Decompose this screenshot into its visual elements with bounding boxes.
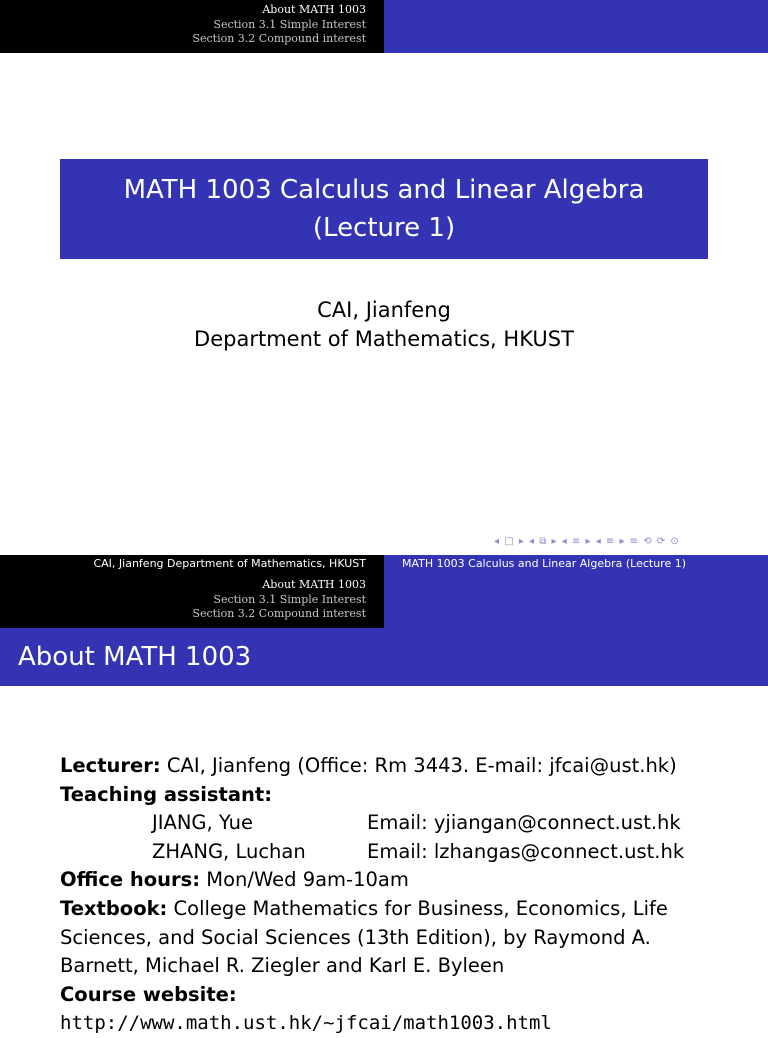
author-name: CAI, Jianfeng [317, 298, 451, 322]
website-row [60, 981, 720, 1010]
author-institute: Department of Mathematics, HKUST [194, 327, 574, 351]
nav-section-compound-interest[interactable]: Section 3.2 Compound interest [192, 32, 366, 45]
office-hours-label: Office hours: [60, 868, 201, 892]
ta-row [60, 809, 720, 838]
headline-bar [384, 0, 768, 53]
title-block [60, 159, 708, 259]
headline-nav-2 [0, 575, 384, 628]
frame-title: About MATH 1003 [0, 628, 768, 686]
ta-email: Email: yjiangan@connect.ust.hk [367, 811, 681, 835]
ta-label: Teaching assistant: [60, 782, 272, 806]
ta-row [60, 838, 720, 867]
ta-label-row [60, 781, 720, 810]
textbook-row [60, 895, 720, 924]
title-line-1: MATH 1003 Calculus and Linear Algebra [123, 175, 645, 205]
textbook-line-3: Barnett, Michael R. Ziegler and Karl E. Byleen [60, 954, 505, 978]
beamer-nav-icons[interactable]: ◂ □ ▸ ◂ ⧉ ▸ ◂ ≡ ▸ ◂ ≡ ▸ ≡ ⟲ ⟳ ⊙ [494, 536, 680, 547]
website-label: Course website: [60, 982, 237, 1006]
nav-section-simple-interest-2[interactable]: Section 3.1 Simple Interest [213, 592, 366, 606]
title-line-2: (Lecture 1) [312, 213, 456, 243]
nav-section-compound-interest-2[interactable]: Section 3.2 Compound interest [192, 607, 366, 620]
ta-name: ZHANG, Luchan [152, 839, 306, 863]
textbook-line-2: Sciences, and Social Sciences (13th Edition), by Raymond A. [60, 925, 651, 949]
office-hours-value: Mon/Wed 9am-10am [200, 868, 409, 892]
ta-email: Email: lzhangas@connect.ust.hk [367, 839, 685, 863]
office-hours-row [60, 866, 720, 895]
ta-name: JIANG, Yue [152, 811, 253, 835]
lecturer-value: CAI, Jianfeng (Office: Rm 3443. E-mail: jfcai@ust.hk) [160, 754, 677, 777]
lecturer-row [60, 752, 720, 781]
website-link[interactable]: http://www.math.ust.hk/~jfcai/math1003.html [60, 1012, 552, 1035]
nav-section-about[interactable]: About MATH 1003 [262, 3, 366, 16]
headline-nav [0, 0, 384, 53]
textbook-line-1: College Mathematics for Business, Economics, Life [167, 896, 668, 920]
textbook-label: Textbook: [60, 896, 168, 920]
footline-author: CAI, Jianfeng Department of Mathematics, HKUST [0, 555, 384, 575]
frame-body [60, 752, 720, 1038]
author-block [0, 296, 768, 354]
nav-section-about-2[interactable]: About MATH 1003 [262, 578, 366, 591]
lecturer-label: Lecturer: [60, 754, 161, 777]
headline-bar-2 [384, 575, 768, 628]
footline-title: MATH 1003 Calculus and Linear Algebra (Lecture 1) [384, 555, 768, 575]
nav-section-simple-interest[interactable]: Section 3.1 Simple Interest [213, 17, 366, 31]
